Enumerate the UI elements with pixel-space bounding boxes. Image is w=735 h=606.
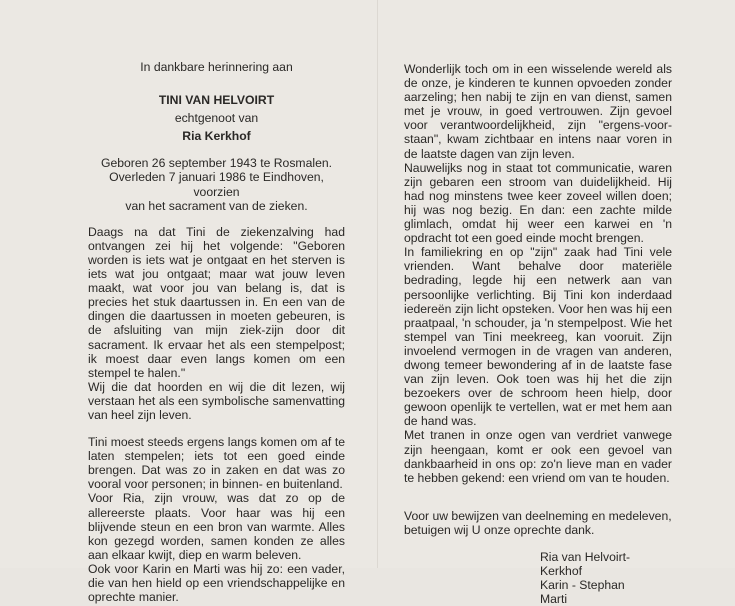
right-page <box>404 62 672 606</box>
paragraph: Voor Ria, zijn vrouw, was dat zo op de allereerste plaats. Voor haar was hij een blijvende steun en een bron van warmte. Alles kon gezegd worden, samen konden ze alles aan elkaar kwijt, diep en warm beleven. <box>88 491 345 562</box>
signature-name: Karin - Stephan <box>540 578 625 593</box>
paragraph: In familiekring en op "zijn" zaak had Tini vele vrienden. Want behalve door materiële bedrading, legde hij een netwerk aan van persoonlijke verlichting. Bij Tini kon inderdaad iedereën zijn licht opsteken. Voor hen was hij een praatpaal, 'n schouder, ja 'n stempelpost. Wie het stempel van Tini meekreeg, kan vooruit. Zijn invoelend vermogen in de vragen van anderen, dwong temeer bewondering af in de laatste fase van zijn leven. Ook toen was hij het die zijn bezoekers over de schroom heen hielp, door gewoon openlijk te vertellen, wat er met hem aan de hand was. <box>404 245 672 429</box>
paragraph: Tini moest steeds ergens langs komen om af te laten stempelen; iets tot een goed einde brengen. Dat was zo in zaken en dat was zo vooral voor personen; in binnen- en buitenland. <box>88 435 345 492</box>
paragraph: Met tranen in onze ogen van verdriet vanwege zijn heengaan, komt er ook een gevoel van dankbaarheid in ons op: zo'n lieve man en vader te hebben gekend: een vriend om van te houden. <box>404 428 672 485</box>
fold-line <box>377 0 378 568</box>
death-line-2: van het sacrament van de zieken. <box>125 198 308 213</box>
death-line-1: Overleden 7 januari 1986 te Eindhoven, voorzien <box>109 170 324 199</box>
paragraph: Ook voor Karin en Marti was hij zo: een vader, die van hen hield op een vriendschappelijke en oprechte manier. <box>88 561 345 605</box>
right-body <box>404 62 672 485</box>
signature-name: Ria van Helvoirt-Kerkhof <box>540 550 631 579</box>
thanks-line-1: Voor uw bewijzen van deelneming en medeleven, <box>404 508 672 523</box>
deceased-name: TINI VAN HELVOIRT <box>158 93 275 108</box>
header-block <box>88 60 345 213</box>
paragraph: Wonderlijk toch om in een wisselende wereld als de onze, je kinderen te kunnen opvoeden zonder aarzeling; hen nabij te zijn en van dienst, samen met je vrouw, in goed vertrouwen. Zijn gevoel voor verantwoordelijkheid, zijn "ergens-voor-staan", kwam zichtbaar en intens naar voren in de laatste dagen van zijn leven. <box>404 62 672 161</box>
paragraph: Wij die dat hoorden en wij die dit lezen, wij verstaan het als een symbolische samenvatting van heel zijn leven. <box>88 379 345 422</box>
spouse-name: Ria Kerkhof <box>182 129 251 144</box>
spouse-label: echtgenoot van <box>174 111 259 126</box>
intro-text: In dankbare herinnering aan <box>140 60 293 74</box>
birth-line: Geboren 26 september 1943 te Rosmalen. <box>100 156 333 171</box>
thanks-line-2: betuigen wij U onze oprechte dank. <box>404 522 595 537</box>
signatures <box>540 550 672 606</box>
left-body <box>88 225 345 604</box>
paragraph: Daags na dat Tini de ziekenzalving had ontvangen zei hij het volgende: "Geboren worden is iets wat je ontgaat en het sterven is iets wat jou ontgaat; maar wat jouw leven maakt, wat voor jou van belang is, dat is precies het stuk daartussen in. En een van de dingen die daartussen in moeten gebeuren, is de afsluiting van mijn ziek-zijn door dit sacrament. Ik ervaar het als een stempelpost; ik moest daar even langs komen om een stempel te halen." <box>88 224 345 380</box>
paragraph: Nauwelijks nog in staat tot communicatie, waren zijn gebaren een stroom van duidelijkheid. Hij had nog minstens twee keer zoveel willen doen; hij was nog bezig. En dan: een zachte milde glimlach, omdat hij weer een karwei en 'n opdracht tot een goed einde mocht brengen. <box>404 160 672 246</box>
left-page <box>88 60 345 604</box>
signature-name: Marti <box>540 592 568 606</box>
